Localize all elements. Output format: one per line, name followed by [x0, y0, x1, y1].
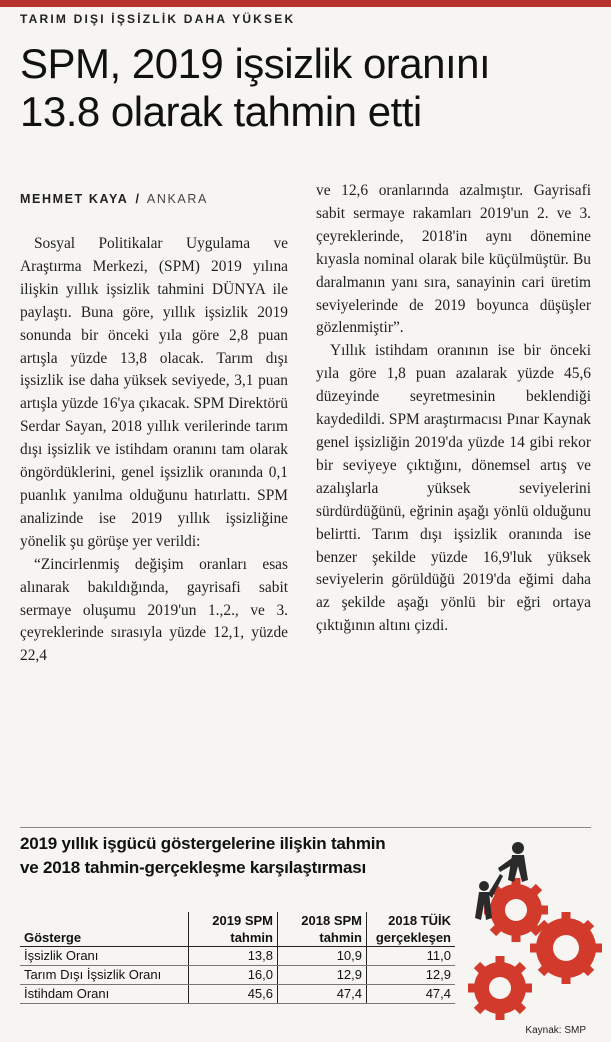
article-paragraph: Yıllık istihdam oranının ise bir önceki yıla göre 1,8 puan azalarak yüzde 45,6 düzeyinde seyretmesinin beklendiği kaydedildi. SPM araştırmacısı Pınar Kaynak genel işsizliğin 2019'da yüzde 14 gibi rekor bir seviyeye çıktığını, dönemsel artış ve azalışlarla yüksek seviyelerini sürdürdüğünü, eğrinin aşağı yönlü olduğunu belirtti. Tarım dışı işsizlik oranında ise benzer şekilde yüzde 16,9'luk yüksek seviyelerin görüldüğü 2019'da eğimi daha az şekilde aşağı yönlü bir eğri ortaya çıktığının altını çizdi.	[316, 342, 591, 635]
source-note: Kaynak: SMP	[525, 1025, 586, 1036]
table-cell: İstihdam Oranı	[20, 985, 189, 1004]
byline-author: MEHMET KAYA	[20, 192, 129, 206]
table-row	[20, 985, 455, 1004]
article-paragraph: Sosyal Politikalar Uygulama ve Araştırma Merkezi, (SPM) 2019 yılına ilişkin yıllık işsizlik tahmini DÜNYA ile paylaştı. Buna göre, yıllık işsizlik 2019 sonunda bir önceki yıla göre 2,8 puan artışla yüzde 13,8 olacak. Tarım dışı işsizlik ise daha yüksek seviyede, 3,1 puan artışla yüzde 16'ya çıkacak. SPM Direktörü Serdar Sayan, 2018 yıllık verilerinde tarım dışı işsizlik ve istihdam oranını tam olarak öngördüklerini, genel işsizlik oranında 0,1 puanlık yanılma olduğunu hatırlattı. SPM analizinde ise 2019 yıllık işsizliğine yönelik şu görüşe yer verildi:	[20, 235, 288, 550]
column-header: 2018 SPM tahmin	[278, 912, 367, 947]
article-paragraph: ve 12,6 oranlarında azalmıştır. Gayrisafi sabit sermaye rakamları 2019'un 2. ve 3. çeyreklerinde, 2018'in aynı dönemine kıyasla nominal olarak bile küçülmüştür. Bu daralmanın yanı sıra, sanayinin cari üretim seviyelerinde de 2019 boyunca düşüşler gözlenmiştir”.	[316, 182, 591, 337]
table-header-row	[20, 912, 455, 947]
table-cell: Tarım Dışı İşsizlik Oranı	[20, 966, 189, 985]
article-column-left	[20, 233, 288, 668]
article-paragraph: “Zincirlenmiş değişim oranları esas alınarak bakıldığında, gayrisafi sabit sermaye oluşumu 2019'un 1.,2., ve 3. çeyreklerinde sırasıyla yüzde 12,1, yüzde 22,4	[20, 555, 288, 665]
table-cell: İşsizlik Oranı	[20, 947, 189, 966]
headline	[20, 40, 600, 136]
table-cell: 47,4	[278, 985, 367, 1004]
kicker: TARIM DIŞI İŞSİZLİK DAHA YÜKSEK	[20, 12, 296, 26]
table-cell: 10,9	[278, 947, 367, 966]
table-cell: 13,8	[189, 947, 278, 966]
table-cell: 45,6	[189, 985, 278, 1004]
table-cell: 16,0	[189, 966, 278, 985]
headline-line-1: SPM, 2019 işsizlik oranını	[20, 40, 491, 87]
section-divider	[20, 827, 591, 828]
column-header: 2019 SPM tahmin	[189, 912, 278, 947]
headline-line-2: 13.8 olarak tahmin etti	[20, 88, 422, 135]
infobox-title	[20, 832, 450, 880]
table-cell: 12,9	[278, 966, 367, 985]
infobox-title-line-1: 2019 yıllık işgücü göstergelerine ilişkin tahmin	[20, 834, 386, 853]
column-header: Gösterge	[20, 912, 189, 947]
byline	[20, 192, 208, 206]
table-cell: 47,4	[367, 985, 456, 1004]
gears-people-icon	[448, 838, 608, 1023]
table-row	[20, 947, 455, 966]
article-column-right	[316, 180, 591, 638]
infobox-title-line-2: ve 2018 tahmin-gerçekleşme karşılaştırması	[20, 858, 366, 877]
top-accent-bar	[0, 0, 611, 7]
table-cell: 11,0	[367, 947, 456, 966]
byline-city: ANKARA	[146, 192, 208, 206]
table-row	[20, 966, 455, 985]
indicator-table	[20, 912, 455, 1004]
column-header: 2018 TÜİK gerçekleşen	[367, 912, 456, 947]
table-cell: 12,9	[367, 966, 456, 985]
byline-separator: /	[135, 192, 141, 206]
